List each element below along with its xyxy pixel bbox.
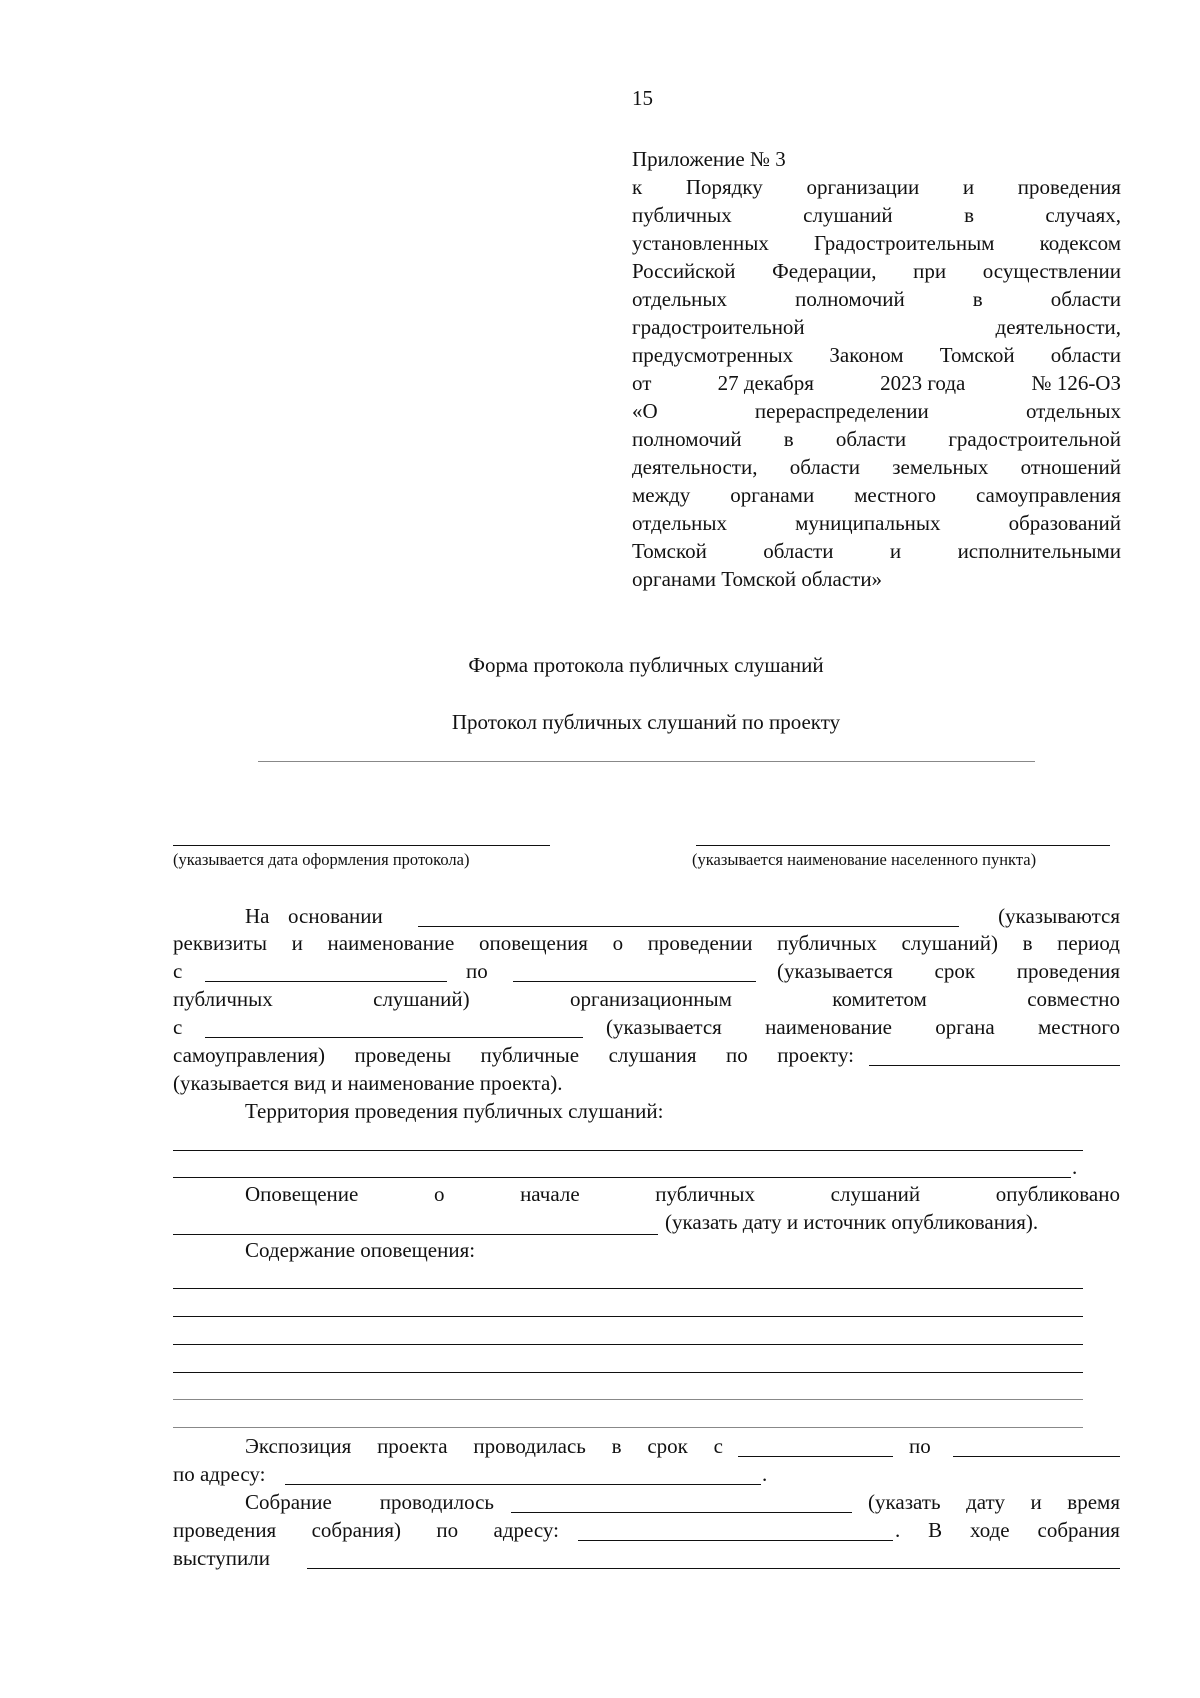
appendix-word: земельных: [892, 455, 989, 479]
notice-tail: (указать дату и источник опубликования).: [665, 1210, 1039, 1234]
appendix-word: проведения: [1017, 175, 1121, 199]
p1-l6-w2: публичные: [480, 1043, 580, 1067]
p1-l5-w2: органа: [935, 1015, 995, 1039]
appendix-word: случаях,: [1045, 203, 1121, 227]
appendix-line: [632, 313, 1121, 341]
appendix-line: [632, 369, 1121, 397]
appendix-word: органами: [730, 483, 815, 507]
p1-word-ukazyvayutsya: (указываются: [998, 904, 1120, 928]
appendix-word: деятельности,: [632, 455, 758, 479]
appendix-line: [632, 341, 1121, 369]
appendix-word: отдельных: [632, 511, 728, 535]
meeting-datetime-line: [511, 1512, 852, 1513]
content-line-6: [173, 1427, 1083, 1428]
exposition-address-label: по адресу:: [173, 1462, 266, 1486]
appendix-line: [632, 397, 1121, 425]
notice-w5: опубликовано: [995, 1182, 1120, 1206]
place-line: [696, 845, 1110, 846]
p1-l6-w1: проведены: [354, 1043, 451, 1067]
exposition-w0: Экспозиция: [245, 1434, 352, 1458]
appendix-word: муниципальных: [795, 511, 941, 535]
p1-l6-w5: проекту:: [777, 1043, 854, 1067]
appendix-word: Законом: [829, 343, 904, 367]
p1-l5-c: с: [173, 1015, 183, 1039]
p1-l2-w8: в: [1022, 931, 1033, 955]
meeting-l1-w1: проводилось: [379, 1490, 494, 1514]
appendix-word: Федерации,: [772, 259, 877, 283]
appendix-line: [632, 509, 1121, 537]
p1-l4-w0: публичных: [173, 987, 273, 1011]
exposition-po: по: [909, 1434, 931, 1458]
appendix-word: исполнительными: [957, 539, 1121, 563]
p1-line-7: (указывается вид и наименование проекта).: [173, 1071, 563, 1095]
p1-l2-w4: о: [612, 931, 624, 955]
project-name-line: [258, 761, 1035, 762]
meeting-l1t-w1: дату: [966, 1490, 1005, 1514]
p1-l3-po: по: [466, 959, 488, 983]
exposition-address-end: .: [762, 1462, 768, 1486]
appendix-word: Градостроительным: [813, 231, 995, 255]
place-caption: (указывается наименование населенного пункта): [692, 850, 1037, 869]
territory-line-1: [173, 1150, 1083, 1151]
notice-w0: Оповещение: [245, 1182, 359, 1206]
meeting-l2-w0: проведения: [173, 1518, 277, 1542]
meeting-l1t-w2: и: [1030, 1490, 1042, 1514]
appendix-word: отдельных: [632, 287, 728, 311]
p1-l2-w6: публичных: [777, 931, 877, 955]
p1-l5-w1: наименование: [765, 1015, 892, 1039]
appendix-word: области: [763, 539, 834, 563]
exposition-w1: проекта: [377, 1434, 448, 1458]
meeting-l2t-w2: ходе: [970, 1518, 1010, 1542]
p1-l2-w5: проведении: [647, 931, 753, 955]
appendix-word: № 126-ОЗ: [1031, 371, 1121, 395]
p1-l4-w3: комитетом: [832, 987, 927, 1011]
meeting-l2-w1: собрания): [311, 1518, 402, 1542]
appendix-word: между: [632, 483, 691, 507]
p1-line-5-tail: [606, 1013, 1120, 1041]
content-line-1: [173, 1288, 1083, 1289]
p1-l2-w7: слушаний): [901, 931, 998, 955]
p1-word-osnovanii: основании: [288, 904, 383, 928]
appendix-word: градостроительной: [632, 315, 805, 339]
appendix-line: [632, 537, 1121, 565]
appendix-word: к: [632, 175, 643, 199]
meeting-line-1: [245, 1488, 494, 1516]
appendix-word: слушаний: [803, 203, 893, 227]
appendix-word: организации: [806, 175, 920, 199]
notice-w3: публичных: [655, 1182, 756, 1206]
exposition-to-line: [953, 1456, 1120, 1457]
notice-line: [245, 1180, 1120, 1208]
territory-line-2: [173, 1177, 1071, 1178]
content-line-2: [173, 1316, 1083, 1317]
date-caption: (указывается дата оформления протокола): [173, 850, 470, 869]
appendix-word: «О: [632, 399, 658, 423]
appendix-line: [632, 481, 1121, 509]
p1-l5-w3: местного: [1038, 1015, 1120, 1039]
p1-line-2: [173, 929, 1120, 957]
p1-l3-w2: проведения: [1016, 959, 1120, 983]
meeting-l2-w3: адресу:: [493, 1518, 559, 1542]
appendix-line: [632, 201, 1121, 229]
appendix-word: Томской: [939, 343, 1015, 367]
meeting-line-2: [173, 1516, 559, 1544]
exposition-address-line: [285, 1484, 761, 1485]
appendix-word: отдельных: [1025, 399, 1121, 423]
appendix-word: осуществлении: [982, 259, 1121, 283]
appendix-line: [632, 229, 1121, 257]
content-line-4: [173, 1372, 1083, 1373]
appendix-title: Приложение № 3: [632, 147, 786, 171]
protocol-title: Протокол публичных слушаний по проекту: [451, 710, 841, 734]
appendix-word: самоуправления: [975, 483, 1121, 507]
exposition-w2: проводилась: [473, 1434, 586, 1458]
notice-w4: слушаний: [830, 1182, 921, 1206]
meeting-address-line: [578, 1540, 893, 1541]
appendix-last-line: органами Томской области»: [632, 567, 883, 591]
period-to-line: [513, 981, 756, 982]
appendix-word: полномочий: [632, 427, 742, 451]
p1-l3-w0: (указывается: [777, 959, 893, 983]
appendix-word: в: [783, 427, 794, 451]
appendix-word: установленных: [632, 231, 769, 255]
authority-line: [205, 1037, 583, 1038]
appendix-word: предусмотренных: [632, 343, 794, 367]
appendix-word: в: [964, 203, 974, 227]
territory-end: .: [1072, 1155, 1078, 1179]
appendix-block: [632, 145, 1121, 593]
appendix-line: [632, 285, 1121, 313]
appendix-word: градостроительной: [948, 427, 1121, 451]
p1-l4-w4: совместно: [1027, 987, 1120, 1011]
notice-content-label: Содержание оповещения:: [245, 1238, 476, 1262]
appendix-word: в: [972, 287, 983, 311]
p1-line-4: [173, 985, 1120, 1013]
meeting-l2t-w0: .: [895, 1518, 901, 1542]
appendix-word: деятельности,: [995, 315, 1121, 339]
appendix-word: при: [913, 259, 947, 283]
meeting-line-1-tail: [868, 1488, 1120, 1516]
p1-l4-w2: организационным: [570, 987, 732, 1011]
p1-l2-w9: период: [1057, 931, 1120, 955]
appendix-word: местного: [854, 483, 937, 507]
territory-label: Территория проведения публичных слушаний:: [245, 1099, 664, 1123]
appendix-word: отношений: [1020, 455, 1121, 479]
appendix-word: от: [632, 371, 652, 395]
appendix-word: кодексом: [1039, 231, 1121, 255]
appendix-word: области: [789, 455, 860, 479]
exposition-w3: в: [611, 1434, 622, 1458]
p1-line-6: [173, 1041, 854, 1069]
exposition-w5: с: [713, 1434, 723, 1458]
p1-l6-w0: самоуправления): [173, 1043, 326, 1067]
p1-l6-w4: по: [726, 1043, 748, 1067]
appendix-word: перераспределении: [754, 399, 929, 423]
appendix-word: и: [889, 539, 902, 563]
appendix-line: [632, 173, 1121, 201]
appendix-word: образований: [1008, 511, 1121, 535]
appendix-word: публичных: [632, 203, 732, 227]
p1-l2-w3: оповещения: [478, 931, 588, 955]
appendix-line: [632, 425, 1121, 453]
appendix-word: области: [1050, 343, 1121, 367]
appendix-word: 2023 года: [880, 371, 966, 395]
appendix-word: области: [1050, 287, 1121, 311]
p1-l2-w1: и: [291, 931, 303, 955]
p1-l5-w0: (указывается: [606, 1015, 722, 1039]
p1-l2-w2: наименование: [327, 931, 455, 955]
meeting-line-3: выступили: [173, 1546, 270, 1570]
appendix-word: Российской: [632, 259, 736, 283]
content-line-5: [173, 1399, 1083, 1400]
period-from-line: [205, 981, 447, 982]
meeting-line-2-tail: [895, 1516, 1120, 1544]
appendix-lines: [632, 173, 1121, 565]
appendix-line: [632, 257, 1121, 285]
exposition-from-line: [738, 1456, 893, 1457]
meeting-l2t-w3: собрания: [1037, 1518, 1120, 1542]
meeting-l1-w0: Собрание: [245, 1490, 332, 1514]
content-line-3: [173, 1344, 1083, 1345]
exposition-line: [245, 1432, 723, 1460]
meeting-l1t-w3: время: [1067, 1490, 1120, 1514]
meeting-l2t-w1: В: [928, 1518, 943, 1542]
p1-l6-w3: слушания: [608, 1043, 697, 1067]
appendix-line: [632, 453, 1121, 481]
p1-l4-w1: слушаний): [373, 987, 470, 1011]
appendix-word: 27 декабря: [717, 371, 814, 395]
appendix-word: полномочий: [795, 287, 905, 311]
exposition-w4: срок: [647, 1434, 688, 1458]
appendix-word: Порядку: [685, 175, 763, 199]
appendix-word: области: [835, 427, 907, 451]
p1-l2-w0: реквизиты: [173, 931, 267, 955]
p1-l3-w1: срок: [934, 959, 976, 983]
date-line: [173, 845, 550, 846]
meeting-l2-w2: по: [436, 1518, 459, 1542]
publication-line: [173, 1234, 658, 1235]
form-title: Форма протокола публичных слушаний: [468, 653, 824, 677]
p1-word-na: На: [245, 904, 270, 928]
speakers-line: [307, 1568, 1120, 1569]
appendix-word: Томской: [632, 539, 707, 563]
p1-line-3-tail: [777, 957, 1120, 985]
notice-w1: о: [433, 1182, 445, 1206]
notice-w2: начале: [520, 1182, 580, 1206]
project-type-line: [869, 1065, 1120, 1066]
appendix-word: и: [962, 175, 975, 199]
page-number: 15: [632, 86, 653, 110]
meeting-l1t-w0: (указать: [868, 1490, 941, 1514]
p1-l3-c: с: [173, 959, 183, 983]
